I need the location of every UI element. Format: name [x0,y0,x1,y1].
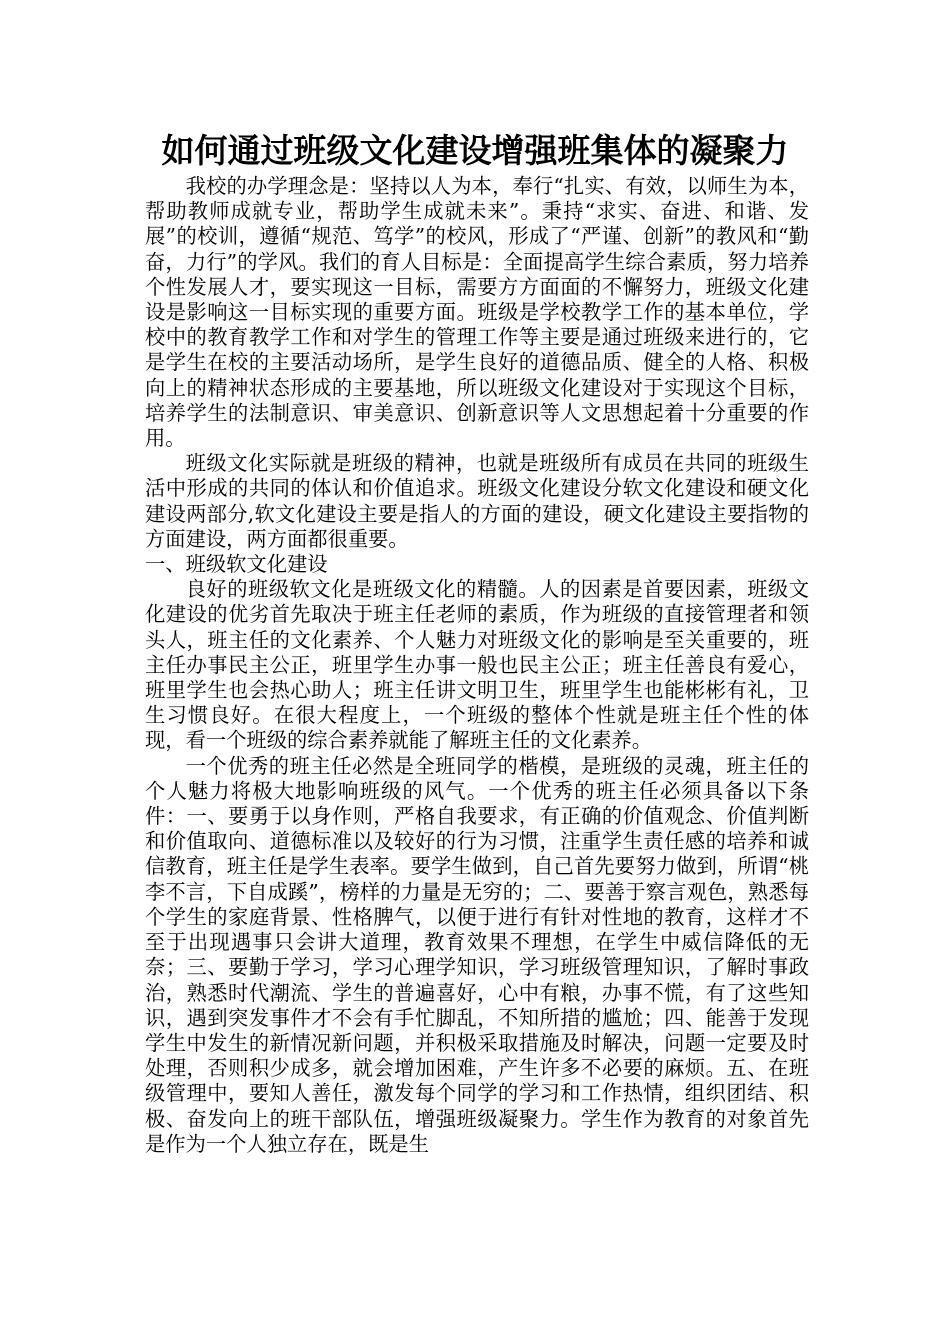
section-paragraph: 良好的班级软文化是班级文化的精髓。人的因素是首要因素，班级文化建设的优劣首先取决于班主任老师的素质，作为班级的直接管理者和领头人，班主任的文化素养、个人魅力对班级文化的影响是至关重要的，班主任办事民主公正，班里学生办事一般也民主公正；班主任善良有爱心，班里学生也会热心助人；班主任讲文明卫生，班里学生也能彬彬有礼，卫生习惯良好。在很大程度上，一个班级的整体个性就是班主任个性的体现，看一个班级的综合素养就能了解班主任的文化素养。 [145,577,809,753]
body-paragraph: 我校的办学理念是：坚持以人为本，奉行“扎实、有效，以师生为本，帮助教师成就专业，帮助学生成就未来”。秉持“求实、奋进、和谐、发展”的校训，遵循“规范、笃学”的校风，形成了“严谨、创新”的教风和“勤奋，力行”的学风。我们的育人目标是：全面提高学生综合素质，努力培养个性发展人才，要实现这一目标，需要方方面面的不懈努力，班级文化建设是影响这一目标实现的重要方面。班级是学校教学工作的基本单位，学校中的教育教学工作和对学生的管理工作等主要是通过班级来进行的，它是学生在校的主要活动场所，是学生良好的道德品质、健全的人格、积极向上的精神状态形成的主要基地，所以班级文化建设对于实现这个目标，培养学生的法制意识、审美意识、创新意识等人文思想起着十分重要的作用。 [145,174,809,451]
document-title: 如何通过班级文化建设增强班集体的凝聚力 [161,131,789,170]
body-paragraph: 班级文化实际就是班级的精神，也就是班级所有成员在共同的班级生活中形成的共同的体认和价值追求。班级文化建设分软文化建设和硬文化建设两部分,软文化建设主要是指人的方面的建设，硬文化建设主要指物的方面建设，两方面都很重要。 [145,451,809,551]
section-heading: 一、班级软文化建设 [145,552,328,577]
section-paragraph: 一个优秀的班主任必然是全班同学的楷模，是班级的灵魂，班主任的个人魅力将极大地影响班级的风气。一个优秀的班主任必须具备以下条件：一、要勇于以身作则，严格自我要求，有正确的价值观念、价值判断和价值取向、道德标准以及较好的行为习惯，注重学生责任感的培养和诚信教育，班主任是学生表率。要学生做到，自己首先要努力做到，所谓“桃李不言，下自成蹊”，榜样的力量是无穷的；二、要善于察言观色，熟悉每个学生的家庭背景、性格脾气，以便于进行有针对性地的教育，这样才不至于出现遇事只会讲大道理，教育效果不理想，在学生中威信降低的无奈；三、要勤于学习，学习心理学知识，学习班级管理知识，了解时事政治，熟悉时代潮流、学生的普遍喜好，心中有粮，办事不慌，有了这些知识，遇到突发事件才不会有手忙脚乱，不知所措的尴尬；四、能善于发现学生中发生的新情况新问题，并积极采取措施及时解决，问题一定要及时处理，否则积少成多，就会增加困难，产生许多不必要的麻烦。五、在班级管理中，要知人善任，激发每个同学的学习和工作热情，组织团结、积极、奋发向上的班干部队伍，增强班级凝聚力。学生作为教育的对象首先是作为一个人独立存在，既是生 [145,753,809,1156]
document-body [145,174,809,1157]
